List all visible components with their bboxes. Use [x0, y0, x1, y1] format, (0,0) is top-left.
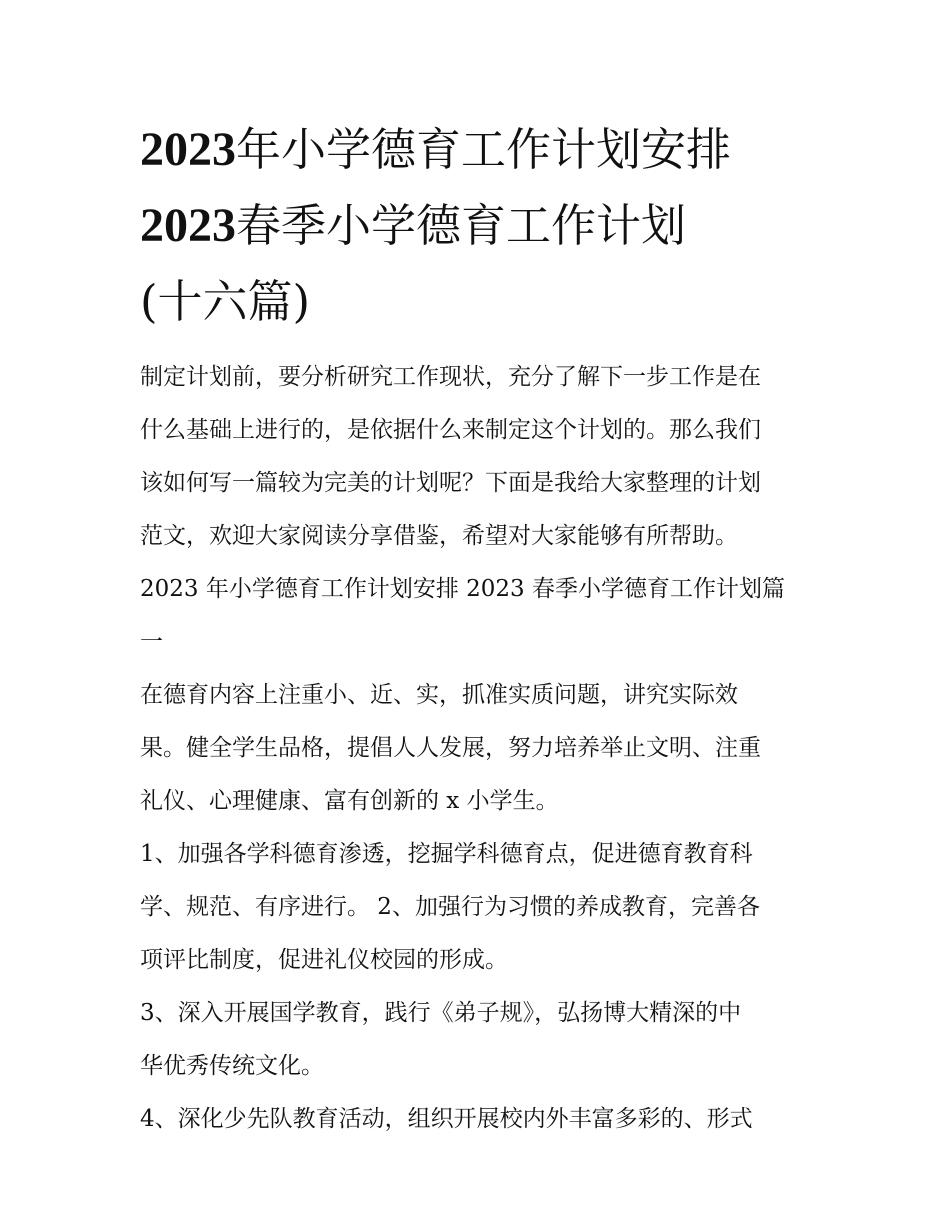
document-title — [140, 112, 820, 340]
title-line-2-text: 春季小学德育工作计划 — [236, 199, 687, 252]
text-line: 在德育内容上注重小、近、实，抓准实质问题，讲究实际效 — [140, 682, 738, 708]
paragraph-item-4 — [140, 1093, 820, 1146]
paragraph-intro — [140, 351, 820, 563]
title-line-1-text: 年小学德育工作计划安排 — [236, 123, 732, 176]
text-line: 该如何写一篇较为完美的计划呢？下面是我给大家整理的计划 — [140, 470, 761, 496]
text-line: 4、深化少先队教育活动，组织开展校内外丰富多彩的、形式 — [140, 1106, 753, 1132]
text-line: 果。健全学生品格，提倡人人发展，努力培养举止文明、注重 — [140, 735, 761, 761]
paragraph-item-3 — [140, 987, 820, 1093]
title-line-2-number: 2023 — [140, 199, 236, 252]
title-line-1 — [140, 112, 820, 188]
text-line: 学、规范、有序进行。 2、加强行为习惯的养成教育，完善各 — [140, 894, 760, 920]
title-line-1-number: 2023 — [140, 123, 236, 176]
title-line-3-text: (十六篇) — [140, 275, 311, 328]
text-line: 礼仪、心理健康、富有创新的 x 小学生。 — [140, 788, 559, 814]
paragraph-item-1-2 — [140, 828, 820, 987]
paragraph-content — [140, 669, 820, 828]
text-line: 一 — [140, 629, 163, 655]
text-line: 什么基础上进行的，是依据什么来制定这个计划的。那么我们 — [140, 417, 761, 443]
text-line: 制定计划前，要分析研究工作现状，充分了解下一步工作是在 — [140, 364, 761, 390]
text-line: 华优秀传统文化。 — [140, 1053, 324, 1079]
text-line: 2023 年小学德育工作计划安排 2023 春季小学德育工作计划篇 — [140, 576, 785, 602]
text-line: 范文，欢迎大家阅读分享借鉴，希望对大家能够有所帮助。 — [140, 523, 738, 549]
paragraph-section-heading — [140, 563, 820, 669]
title-line-2 — [140, 188, 820, 264]
text-line: 项评比制度，促进礼仪校园的形成。 — [140, 947, 508, 973]
text-line: 3、深入开展国学教育，践行《弟子规》，弘扬博大精深的中 — [140, 1000, 742, 1026]
document-body — [140, 351, 820, 1146]
text-line: 1、加强各学科德育渗透，挖掘学科德育点，促进德育教育科 — [140, 841, 753, 867]
title-line-3 — [140, 264, 820, 340]
